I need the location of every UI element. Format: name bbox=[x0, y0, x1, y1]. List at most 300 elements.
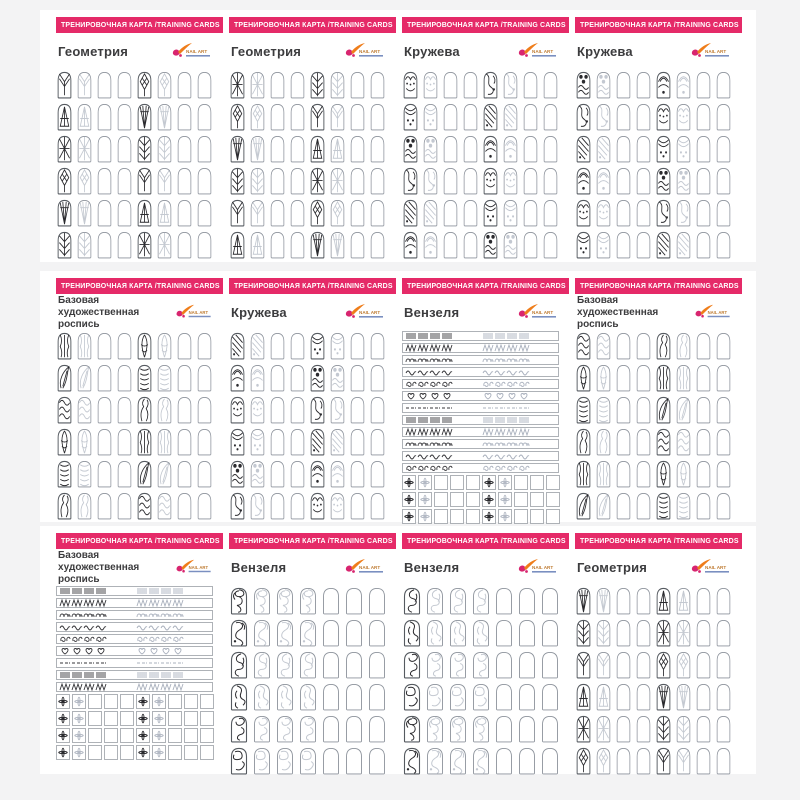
nail-sample-traced bbox=[448, 746, 468, 775]
nail-sample-bold bbox=[402, 618, 422, 647]
nail-row bbox=[575, 682, 742, 711]
practice-square-blank bbox=[168, 728, 182, 743]
card-header-label: ТРЕНИРОВОЧНАЯ КАРТА /TRAINING CARDS bbox=[234, 537, 393, 545]
practice-square-blank bbox=[200, 694, 214, 709]
nail-blank bbox=[349, 331, 366, 360]
nail-blank bbox=[321, 586, 341, 615]
nail-blank bbox=[96, 102, 113, 131]
practice-square-sample bbox=[498, 492, 512, 507]
nail-sample-traced bbox=[76, 459, 93, 488]
nail-blank bbox=[695, 363, 712, 392]
nail-blank bbox=[695, 102, 712, 131]
nail-sample-traced bbox=[675, 459, 692, 488]
nail-sample-bold bbox=[229, 682, 249, 711]
nail-blank bbox=[715, 395, 732, 424]
card-header-banner bbox=[229, 533, 396, 549]
nail-blank bbox=[615, 714, 632, 743]
nail-blank bbox=[517, 714, 537, 743]
nail-blank bbox=[344, 746, 364, 775]
card-header-banner bbox=[575, 533, 742, 549]
practice-strip bbox=[402, 391, 559, 401]
card-title-line: Кружева bbox=[231, 305, 287, 321]
card-title-line: Вензеля bbox=[231, 560, 287, 576]
nail-sample-traced bbox=[249, 230, 266, 259]
nail-blank bbox=[635, 459, 652, 488]
card-title-row bbox=[56, 552, 223, 584]
nail-blank bbox=[522, 166, 539, 195]
nail-sample-bold bbox=[655, 491, 672, 520]
nail-blank bbox=[289, 427, 306, 456]
nail-sample-traced bbox=[675, 198, 692, 227]
nail-sample-bold bbox=[575, 746, 592, 775]
card-title bbox=[58, 295, 173, 331]
nail-sample-traced bbox=[675, 70, 692, 99]
nail-sample-traced bbox=[595, 395, 612, 424]
nail-blank bbox=[715, 102, 732, 131]
nail-blank bbox=[369, 166, 386, 195]
nail-blank bbox=[321, 714, 341, 743]
card-title-line: художественная роспись bbox=[58, 307, 140, 330]
nail-blank bbox=[615, 618, 632, 647]
nail-sample-bold bbox=[56, 70, 73, 99]
practice-strip bbox=[402, 415, 559, 425]
nail-sample-bold bbox=[136, 395, 153, 424]
nail-sample-traced bbox=[422, 70, 439, 99]
nail-blank bbox=[715, 363, 732, 392]
card-title-line: Базовая bbox=[58, 550, 100, 561]
nail-row bbox=[575, 459, 742, 488]
nail-sample-traced bbox=[675, 331, 692, 360]
nail-grid bbox=[575, 70, 742, 259]
nail-blank bbox=[321, 746, 341, 775]
logo-text: NAIL ART bbox=[532, 49, 554, 54]
nail-blank bbox=[494, 714, 514, 743]
nail-blank bbox=[635, 714, 652, 743]
nail-blank bbox=[349, 198, 366, 227]
practice-square-blank bbox=[168, 711, 182, 726]
nail-row bbox=[575, 166, 742, 195]
card-header-banner bbox=[402, 278, 569, 294]
nail-row bbox=[56, 230, 223, 259]
nail-blank bbox=[522, 230, 539, 259]
nail-sample-bold bbox=[575, 650, 592, 679]
nail-sample-traced bbox=[298, 682, 318, 711]
nail-sample-bold bbox=[402, 682, 422, 711]
practice-square-blank bbox=[88, 711, 102, 726]
nail-row bbox=[56, 134, 223, 163]
nail-sample-traced bbox=[156, 395, 173, 424]
nail-blank bbox=[349, 363, 366, 392]
practice-square-row bbox=[56, 728, 223, 743]
nail-blank bbox=[695, 134, 712, 163]
nail-sample-bold bbox=[309, 363, 326, 392]
nail-sample-traced bbox=[298, 746, 318, 775]
nail-blank bbox=[116, 102, 133, 131]
nail-sample-traced bbox=[156, 491, 173, 520]
nail-blank bbox=[635, 102, 652, 131]
nail-blank bbox=[176, 491, 193, 520]
nail-sample-traced bbox=[76, 166, 93, 195]
card-header-label: ТРЕНИРОВОЧНАЯ КАРТА /TRAINING CARDS bbox=[61, 282, 220, 290]
nail-blank bbox=[196, 363, 213, 392]
nail-sample-traced bbox=[76, 395, 93, 424]
nail-sample-bold bbox=[136, 427, 153, 456]
nail-blank bbox=[695, 70, 712, 99]
nail-sample-traced bbox=[675, 491, 692, 520]
practice-square-blank bbox=[466, 492, 480, 507]
nail-blank bbox=[540, 586, 560, 615]
nail-row bbox=[56, 70, 223, 99]
nail-blank bbox=[176, 427, 193, 456]
nail-sample-bold bbox=[229, 491, 246, 520]
practice-square-blank bbox=[184, 694, 198, 709]
nail-blank bbox=[96, 198, 113, 227]
nail-sample-bold bbox=[482, 134, 499, 163]
nail-sample-traced bbox=[329, 102, 346, 131]
nail-blank bbox=[635, 682, 652, 711]
nail-sample-bold bbox=[575, 491, 592, 520]
nail-sample-bold bbox=[575, 395, 592, 424]
practice-square-sample bbox=[152, 745, 166, 760]
nail-blank bbox=[269, 102, 286, 131]
training-card bbox=[56, 17, 223, 262]
practice-strip bbox=[402, 343, 559, 353]
nail-blank bbox=[540, 618, 560, 647]
nail-blank bbox=[269, 395, 286, 424]
practice-square-sample bbox=[402, 509, 416, 524]
nail-blank bbox=[522, 70, 539, 99]
nail-sample-traced bbox=[249, 70, 266, 99]
nail-sample-traced bbox=[595, 586, 612, 615]
nail-blank bbox=[369, 70, 386, 99]
practice-square-blank bbox=[466, 509, 480, 524]
nail-blank bbox=[196, 230, 213, 259]
nail-blank bbox=[522, 102, 539, 131]
nail-blank bbox=[615, 491, 632, 520]
nail-row bbox=[402, 198, 569, 227]
nail-blank bbox=[517, 682, 537, 711]
card-header-banner bbox=[575, 17, 742, 33]
logo-text: NAIL ART bbox=[705, 565, 727, 570]
nail-row bbox=[229, 459, 396, 488]
card-title-row bbox=[402, 297, 569, 329]
practice-strip-area bbox=[56, 586, 223, 760]
nail-blank bbox=[695, 746, 712, 775]
nail-sample-bold bbox=[229, 331, 246, 360]
nail-sample-bold bbox=[655, 746, 672, 775]
nail-sample-traced bbox=[329, 395, 346, 424]
nail-sample-bold bbox=[402, 134, 419, 163]
nail-sample-bold bbox=[136, 102, 153, 131]
nail-sample-bold bbox=[402, 70, 419, 99]
card-title-line: художественная роспись bbox=[577, 307, 659, 330]
nail-sample-bold bbox=[655, 331, 672, 360]
practice-square-blank bbox=[514, 475, 528, 490]
nail-blank bbox=[116, 230, 133, 259]
card-header-label: ТРЕНИРОВОЧНАЯ КАРТА /TRAINING CARDS bbox=[580, 537, 739, 545]
nail-sample-traced bbox=[595, 714, 612, 743]
nail-blank bbox=[289, 230, 306, 259]
nail-grid bbox=[229, 70, 396, 259]
nail-row bbox=[575, 618, 742, 647]
nail-sample-bold bbox=[655, 650, 672, 679]
card-title-line: Кружева bbox=[577, 44, 633, 60]
practice-square-blank bbox=[450, 475, 464, 490]
nail-sample-traced bbox=[156, 427, 173, 456]
nail-blank bbox=[176, 459, 193, 488]
logo-text: NAIL ART bbox=[359, 565, 381, 570]
nail-sample-traced bbox=[448, 586, 468, 615]
nail-blank bbox=[367, 586, 387, 615]
nail-blank bbox=[196, 427, 213, 456]
training-card bbox=[56, 533, 223, 762]
nail-row bbox=[229, 650, 396, 679]
logo-text: NAIL ART bbox=[705, 49, 727, 54]
nail-art-logo bbox=[342, 558, 394, 578]
nail-sample-bold bbox=[229, 198, 246, 227]
nail-row bbox=[575, 102, 742, 131]
nail-art-logo bbox=[692, 303, 740, 323]
nail-blank bbox=[715, 650, 732, 679]
nail-blank bbox=[635, 586, 652, 615]
training-card bbox=[575, 17, 742, 262]
training-card bbox=[229, 533, 396, 778]
card-header-banner bbox=[56, 278, 223, 294]
nail-blank bbox=[196, 395, 213, 424]
practice-square-sample bbox=[152, 728, 166, 743]
training-card bbox=[575, 533, 742, 778]
nail-sample-traced bbox=[595, 70, 612, 99]
practice-square-blank bbox=[104, 728, 118, 743]
nail-blank bbox=[715, 230, 732, 259]
nail-art-logo bbox=[515, 558, 567, 578]
nail-blank bbox=[695, 427, 712, 456]
nail-blank bbox=[96, 331, 113, 360]
nail-sample-traced bbox=[595, 459, 612, 488]
nail-blank bbox=[615, 102, 632, 131]
nail-row bbox=[229, 395, 396, 424]
nail-row bbox=[575, 198, 742, 227]
nail-sample-bold bbox=[309, 70, 326, 99]
nail-sample-traced bbox=[502, 102, 519, 131]
nail-sample-traced bbox=[502, 70, 519, 99]
nail-blank bbox=[289, 198, 306, 227]
card-row bbox=[40, 10, 756, 262]
nail-blank bbox=[289, 70, 306, 99]
practice-square-sample bbox=[56, 745, 70, 760]
nail-grid bbox=[229, 331, 396, 520]
nail-grid bbox=[575, 331, 742, 520]
nail-blank bbox=[462, 198, 479, 227]
nail-sample-traced bbox=[675, 746, 692, 775]
training-card bbox=[402, 533, 569, 778]
nail-sample-traced bbox=[422, 230, 439, 259]
practice-square-blank bbox=[546, 492, 560, 507]
nail-blank bbox=[176, 102, 193, 131]
nail-sample-bold bbox=[655, 134, 672, 163]
nail-sample-bold bbox=[655, 198, 672, 227]
nail-blank bbox=[196, 102, 213, 131]
practice-square-blank bbox=[168, 745, 182, 760]
nail-row bbox=[56, 427, 223, 456]
nail-row bbox=[402, 682, 569, 711]
nail-sample-traced bbox=[595, 650, 612, 679]
nail-sample-traced bbox=[252, 586, 272, 615]
practice-square-blank bbox=[88, 728, 102, 743]
nail-blank bbox=[522, 134, 539, 163]
nail-blank bbox=[715, 491, 732, 520]
nail-blank bbox=[540, 650, 560, 679]
card-header-label: ТРЕНИРОВОЧНАЯ КАРТА /TRAINING CARDS bbox=[580, 282, 739, 290]
nail-sample-traced bbox=[595, 166, 612, 195]
logo-text: NAIL ART bbox=[188, 309, 209, 315]
nail-sample-bold bbox=[136, 70, 153, 99]
nail-row bbox=[402, 70, 569, 99]
nail-sample-traced bbox=[422, 134, 439, 163]
nail-blank bbox=[369, 395, 386, 424]
nail-blank bbox=[369, 102, 386, 131]
nail-blank bbox=[269, 198, 286, 227]
card-title-row bbox=[402, 36, 569, 68]
practice-strip bbox=[56, 670, 213, 680]
nail-sample-bold bbox=[575, 459, 592, 488]
nail-sample-traced bbox=[595, 102, 612, 131]
card-header-banner bbox=[229, 17, 396, 33]
nail-sample-bold bbox=[136, 230, 153, 259]
nail-blank bbox=[715, 198, 732, 227]
nail-blank bbox=[116, 491, 133, 520]
practice-square-sample bbox=[136, 694, 150, 709]
nail-blank bbox=[349, 459, 366, 488]
practice-strip bbox=[56, 682, 213, 692]
nail-sample-traced bbox=[329, 427, 346, 456]
nail-sample-bold bbox=[575, 198, 592, 227]
practice-square-sample bbox=[72, 745, 86, 760]
nail-sample-traced bbox=[298, 650, 318, 679]
nail-row bbox=[56, 331, 223, 360]
nail-sample-traced bbox=[298, 618, 318, 647]
practice-square-sample bbox=[402, 492, 416, 507]
nail-sample-bold bbox=[402, 650, 422, 679]
practice-square-sample bbox=[72, 711, 86, 726]
card-title bbox=[404, 560, 459, 576]
nail-sample-traced bbox=[675, 714, 692, 743]
nail-art-logo bbox=[173, 558, 221, 578]
practice-square-blank bbox=[434, 509, 448, 524]
nail-sample-bold bbox=[56, 427, 73, 456]
nail-sample-traced bbox=[249, 134, 266, 163]
nail-blank bbox=[96, 459, 113, 488]
nail-sample-traced bbox=[425, 746, 445, 775]
practice-strip-area bbox=[402, 331, 569, 524]
nail-row bbox=[402, 714, 569, 743]
nail-sample-bold bbox=[56, 198, 73, 227]
nail-sample-bold bbox=[56, 459, 73, 488]
nail-sample-bold bbox=[575, 166, 592, 195]
nail-blank bbox=[540, 682, 560, 711]
nail-blank bbox=[615, 682, 632, 711]
nail-blank bbox=[615, 70, 632, 99]
nail-row bbox=[575, 230, 742, 259]
nail-sample-traced bbox=[329, 331, 346, 360]
practice-square-blank bbox=[184, 745, 198, 760]
nail-sample-bold bbox=[136, 198, 153, 227]
nail-sample-bold bbox=[229, 459, 246, 488]
nail-grid bbox=[56, 70, 223, 259]
nail-blank bbox=[715, 427, 732, 456]
practice-strip bbox=[56, 622, 213, 632]
nail-blank bbox=[695, 331, 712, 360]
nail-row bbox=[575, 650, 742, 679]
nail-blank bbox=[715, 746, 732, 775]
nail-row bbox=[56, 459, 223, 488]
nail-sample-traced bbox=[675, 134, 692, 163]
nail-blank bbox=[635, 230, 652, 259]
nail-blank bbox=[442, 198, 459, 227]
practice-square-blank bbox=[530, 492, 544, 507]
nail-blank bbox=[695, 395, 712, 424]
practice-square-row bbox=[402, 475, 569, 490]
nail-row bbox=[229, 198, 396, 227]
nail-sample-bold bbox=[56, 395, 73, 424]
nail-art-logo bbox=[342, 42, 394, 62]
card-title-line: Вензеля bbox=[404, 560, 460, 576]
nail-sample-bold bbox=[655, 166, 672, 195]
nail-sample-bold bbox=[402, 230, 419, 259]
nail-sample-bold bbox=[56, 491, 73, 520]
nail-blank bbox=[176, 331, 193, 360]
nail-blank bbox=[289, 395, 306, 424]
nail-row bbox=[229, 682, 396, 711]
nail-blank bbox=[369, 427, 386, 456]
nail-blank bbox=[367, 650, 387, 679]
card-header-label: ТРЕНИРОВОЧНАЯ КАРТА /TRAINING CARDS bbox=[407, 21, 566, 29]
nail-art-logo bbox=[515, 303, 567, 323]
nail-grid bbox=[402, 70, 569, 259]
nail-sample-traced bbox=[448, 714, 468, 743]
nail-sample-bold bbox=[482, 102, 499, 131]
practice-square-blank bbox=[450, 492, 464, 507]
practice-square-sample bbox=[56, 711, 70, 726]
nail-blank bbox=[269, 427, 286, 456]
nail-row bbox=[229, 746, 396, 775]
nail-sample-traced bbox=[425, 618, 445, 647]
practice-square-blank bbox=[120, 694, 134, 709]
nail-sample-traced bbox=[425, 586, 445, 615]
nail-sample-bold bbox=[482, 166, 499, 195]
nail-sample-traced bbox=[156, 166, 173, 195]
nail-blank bbox=[715, 714, 732, 743]
nail-row bbox=[575, 746, 742, 775]
nail-row bbox=[229, 134, 396, 163]
nail-art-logo bbox=[169, 42, 221, 62]
nail-blank bbox=[462, 70, 479, 99]
nail-blank bbox=[369, 491, 386, 520]
nail-sample-traced bbox=[249, 427, 266, 456]
nail-art-logo bbox=[342, 303, 394, 323]
nail-sample-traced bbox=[675, 586, 692, 615]
nail-blank bbox=[635, 134, 652, 163]
nail-sample-bold bbox=[482, 230, 499, 259]
nail-sample-bold bbox=[575, 363, 592, 392]
nail-blank bbox=[615, 459, 632, 488]
nail-sample-traced bbox=[156, 459, 173, 488]
nail-blank bbox=[442, 70, 459, 99]
logo-text: NAIL ART bbox=[532, 565, 554, 570]
nail-sample-traced bbox=[329, 459, 346, 488]
nail-blank bbox=[517, 746, 537, 775]
nail-sample-traced bbox=[252, 682, 272, 711]
